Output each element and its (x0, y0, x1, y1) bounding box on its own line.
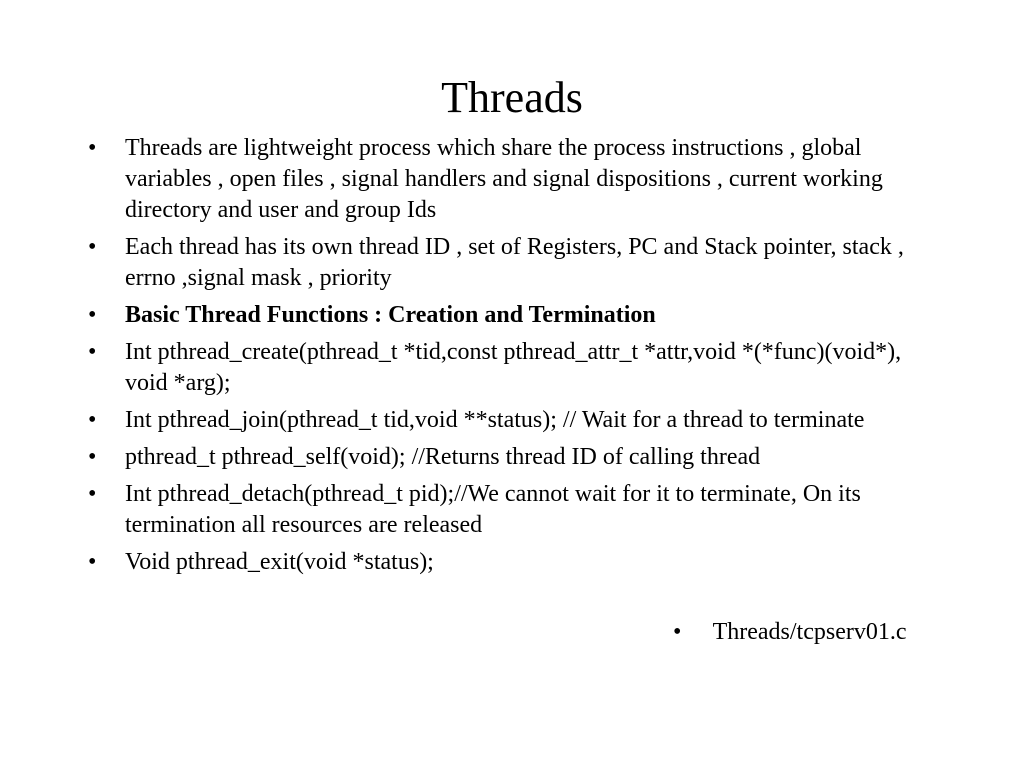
bullet-icon: • (88, 302, 97, 328)
slide-title: Threads (441, 73, 583, 122)
bullet-icon: • (88, 549, 97, 575)
bullet-item-thread-own-resources (88, 232, 948, 294)
bullet-item-basic-functions-heading (88, 300, 948, 331)
bullet-icon: • (88, 135, 97, 161)
bullet-item-pthread-exit (88, 547, 948, 578)
bullet-text: Threads are lightweight process which share the process instructions , global variables , open files , signal handlers and signal dispositions , current working directory and user and group Ids (125, 135, 883, 223)
bullet-item-threads-definition (88, 133, 948, 226)
bullet-icon: • (88, 234, 97, 260)
bullet-item-pthread-detach (88, 479, 948, 541)
bullet-item-pthread-join (88, 405, 948, 436)
bullet-text: Int pthread_detach(pthread_t pid);//We cannot wait for it to terminate, On its termination all resources are released (125, 481, 861, 538)
bullet-icon: • (88, 444, 97, 470)
bullet-icon: • (88, 407, 97, 433)
bullet-text: Void pthread_exit(void *status); (125, 549, 434, 575)
bullet-text: Int pthread_create(pthread_t *tid,const pthread_attr_t *attr,void *(*func)(void*), void *arg); (125, 339, 902, 396)
bullet-icon: • (88, 481, 97, 507)
reference-file-item (673, 617, 907, 648)
reference-file-text: Threads/tcpserv01.c (712, 619, 907, 645)
bullet-icon: • (673, 619, 682, 645)
bullet-item-pthread-create (88, 337, 948, 399)
bullet-text: Each thread has its own thread ID , set of Registers, PC and Stack pointer, stack , errno ,signal mask , priority (125, 234, 904, 291)
bullet-text: Int pthread_join(pthread_t tid,void **status); // Wait for a thread to terminate (125, 407, 865, 433)
bullet-icon: • (88, 339, 97, 365)
bullet-list (88, 133, 948, 584)
bullet-text: pthread_t pthread_self(void); //Returns thread ID of calling thread (125, 444, 761, 470)
bullet-text: Basic Thread Functions : Creation and Termination (125, 302, 656, 328)
bullet-item-pthread-self (88, 442, 948, 473)
